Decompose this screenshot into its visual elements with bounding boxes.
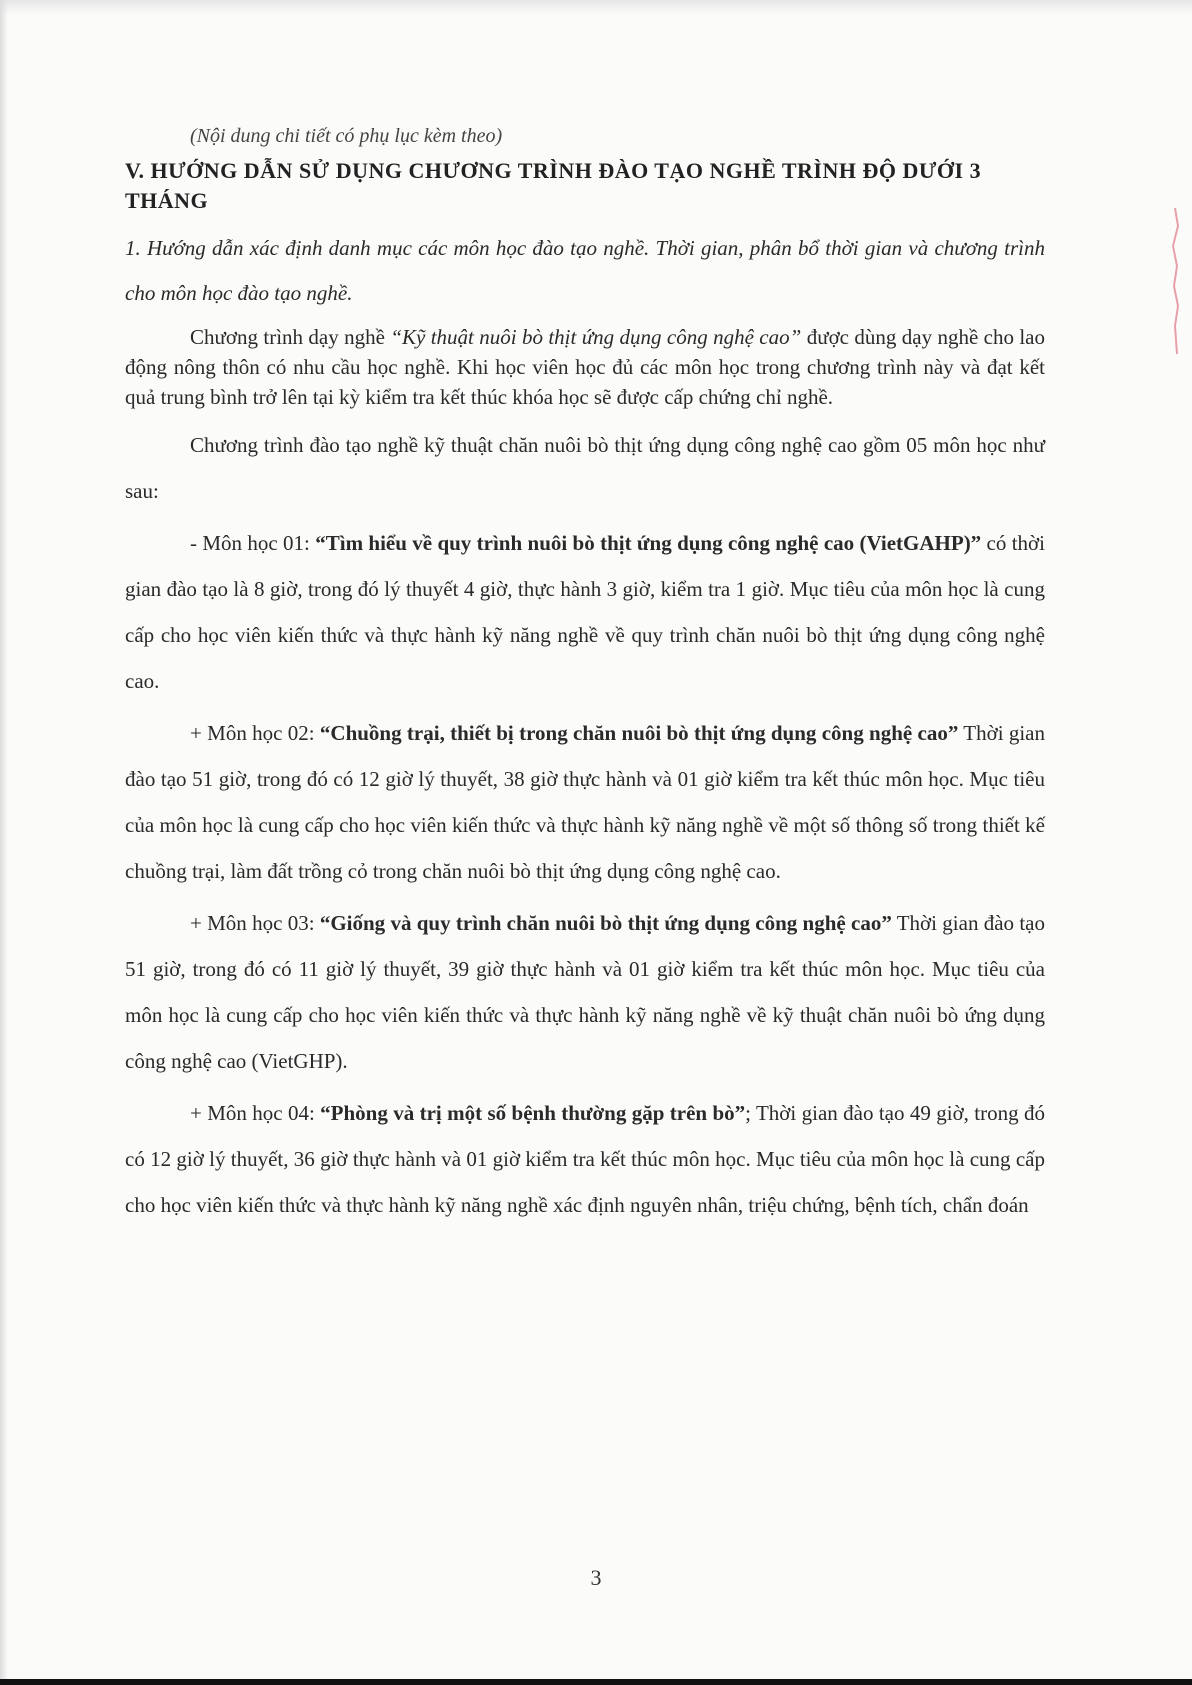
module-title: “Phòng và trị một số bệnh thường gặp trên bò” <box>320 1101 746 1125</box>
note-line: (Nội dung chi tiết có phụ lục kèm theo) <box>190 125 503 147</box>
page-number: 3 <box>590 1565 602 1590</box>
module-paragraph-02 <box>125 710 1045 894</box>
module-prefix: + Môn học 04: <box>190 1101 321 1125</box>
intro-post: được dùng dạy nghề cho lao động nông thôn có nhu cầu học nghề. Khi học viên học đủ các môn học trong chương trình này và đạt kết quả trung bình trở lên tại kỳ kiểm tra kết thúc khóa học sẽ được cấp chứng chỉ nghề. <box>125 325 1045 409</box>
module-title: “Chuồng trại, thiết bị trong chăn nuôi bò thịt ứng dụng công nghệ cao” <box>319 721 959 745</box>
module-paragraph-01 <box>125 520 1045 704</box>
summary-paragraph: Chương trình đào tạo nghề kỹ thuật chăn nuôi bò thịt ứng dụng công nghệ cao gồm 05 môn học như sau: <box>125 433 1045 503</box>
intro-pre: Chương trình dạy nghề <box>190 325 391 349</box>
scan-edge-left <box>0 0 8 1685</box>
margin-stamp-mark <box>1168 206 1182 356</box>
module-body: Thời gian đào tạo 51 giờ, trong đó có 12 giờ lý thuyết, 38 giờ thực hành và 01 giờ kiểm tra kết thúc môn học. Mục tiêu của môn học là cung cấp cho học viên kiến thức và thực hành kỹ năng nghề về một số thông số trong thiết kế chuồng trại, làm đất trồng cỏ trong chăn nuôi bò thịt ứng dụng công nghệ cao. <box>125 721 1046 883</box>
module-title: “Giống và quy trình chăn nuôi bò thịt ứng dụng công nghệ cao” <box>319 911 892 935</box>
module-prefix: + Môn học 02: <box>190 721 320 745</box>
module-body: Thời gian đào tạo 51 giờ, trong đó có 11 giờ lý thuyết, 39 giờ thực hành và 01 giờ kiểm tra kết thúc môn học. Mục tiêu của môn học là cung cấp cho học viên kiến thức và thực hành kỹ năng nghề về kỹ thuật chăn nuôi bò ứng dụng công nghệ cao (VietGHP). <box>125 911 1045 1073</box>
document-body <box>125 125 1045 1234</box>
intro-paragraph <box>125 322 1045 412</box>
module-prefix: - Môn học 01: <box>190 531 316 555</box>
module-body: có thời gian đào tạo là 8 giờ, trong đó lý thuyết 4 giờ, thực hành 3 giờ, kiểm tra 1 giờ. Mục tiêu của môn học là cung cấp cho học viên kiến thức và thực hành kỹ năng nghề về quy trình chăn nuôi bò thịt ứng dụng công nghệ cao. <box>125 531 1045 693</box>
module-paragraph-04 <box>125 1090 1045 1228</box>
module-body: ; Thời gian đào tạo 49 giờ, trong đó có 12 giờ lý thuyết, 36 giờ thực hành và 01 giờ kiểm tra kết thúc môn học. Mục tiêu của môn học là cung cấp cho học viên kiến thức và thực hành kỹ năng nghề xác định nguyên nhân, triệu chứng, bệnh tích, chẩn đoán <box>125 1101 1045 1217</box>
module-prefix: + Môn học 03: <box>190 911 320 935</box>
section-heading: V. HƯỚNG DẪN SỬ DỤNG CHƯƠNG TRÌNH ĐÀO TẠO NGHỀ TRÌNH ĐỘ DƯỚI 3 THÁNG <box>125 158 982 213</box>
scan-edge-top <box>0 0 1192 14</box>
scan-edge-bottom <box>0 1679 1192 1685</box>
module-paragraph-03 <box>125 900 1045 1084</box>
subsection-heading: 1. Hướng dẫn xác định danh mục các môn học đào tạo nghề. Thời gian, phân bổ thời gian và chương trình cho môn học đào tạo nghề. <box>125 236 1045 305</box>
program-name: “Kỹ thuật nuôi bò thịt ứng dụng công nghệ cao” <box>390 325 802 349</box>
module-title: “Tìm hiểu về quy trình nuôi bò thịt ứng dụng công nghệ cao (VietGAHP)” <box>315 531 982 555</box>
